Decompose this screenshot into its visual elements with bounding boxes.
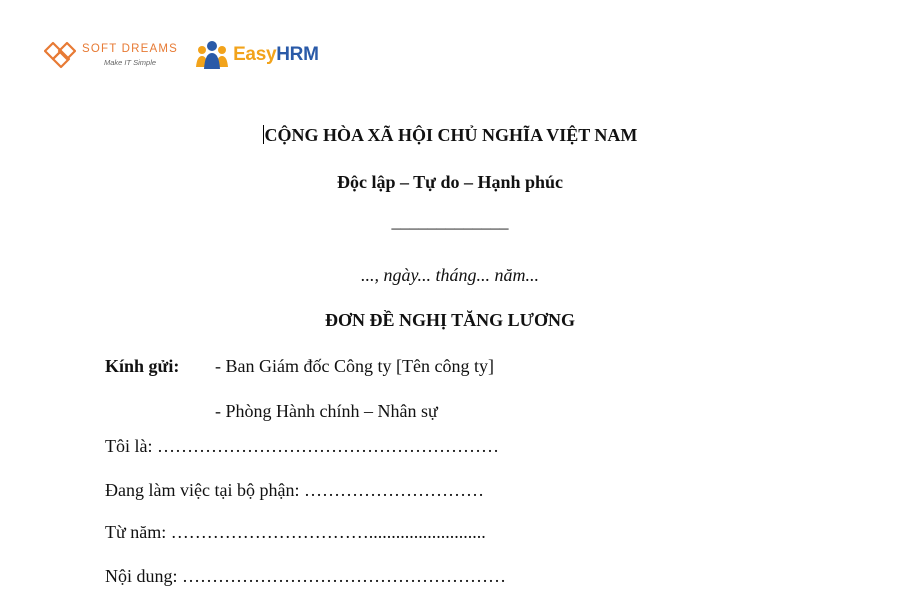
recipient-line: - Ban Giám đốc Công ty [Tên công ty] xyxy=(215,356,494,376)
motto: Độc lập – Tự do – Hạnh phúc xyxy=(336,172,564,192)
recipient-line: - Phòng Hành chính – Nhân sự xyxy=(215,401,438,421)
softdreams-logo xyxy=(44,40,178,70)
text-cursor xyxy=(263,125,264,144)
national-title xyxy=(0,125,900,146)
field-line: Đang làm việc tại bộ phận: ………………………… xyxy=(105,480,484,500)
softdreams-name: SOFT DREAMS xyxy=(82,43,179,55)
logo-bar xyxy=(44,38,319,72)
field-line: Tôi là: ………………………………………………… xyxy=(105,436,499,456)
recipient-label: Kính gửi: xyxy=(105,356,180,376)
softdreams-slogan: Make IT Simple xyxy=(103,57,157,67)
easyhrm-people-icon xyxy=(194,39,230,71)
field-line: Từ năm: …………………………….......................... xyxy=(105,522,486,542)
title-divider: _____________ xyxy=(391,211,509,231)
form-title: ĐƠN ĐỀ NGHỊ TĂNG LƯƠNG xyxy=(324,310,576,330)
date-line: ..., ngày... tháng... năm... xyxy=(361,265,539,285)
easyhrm-logo xyxy=(194,39,319,71)
field-line: Nội dung: ……………………………………………… xyxy=(105,566,507,586)
softdreams-emblem-icon xyxy=(44,40,76,70)
national-title-text: CỘNG HÒA XÃ HỘI CHỦ NGHĨA VIỆT NAM xyxy=(264,125,638,145)
easyhrm-wordmark: EasyHRM xyxy=(233,44,319,65)
